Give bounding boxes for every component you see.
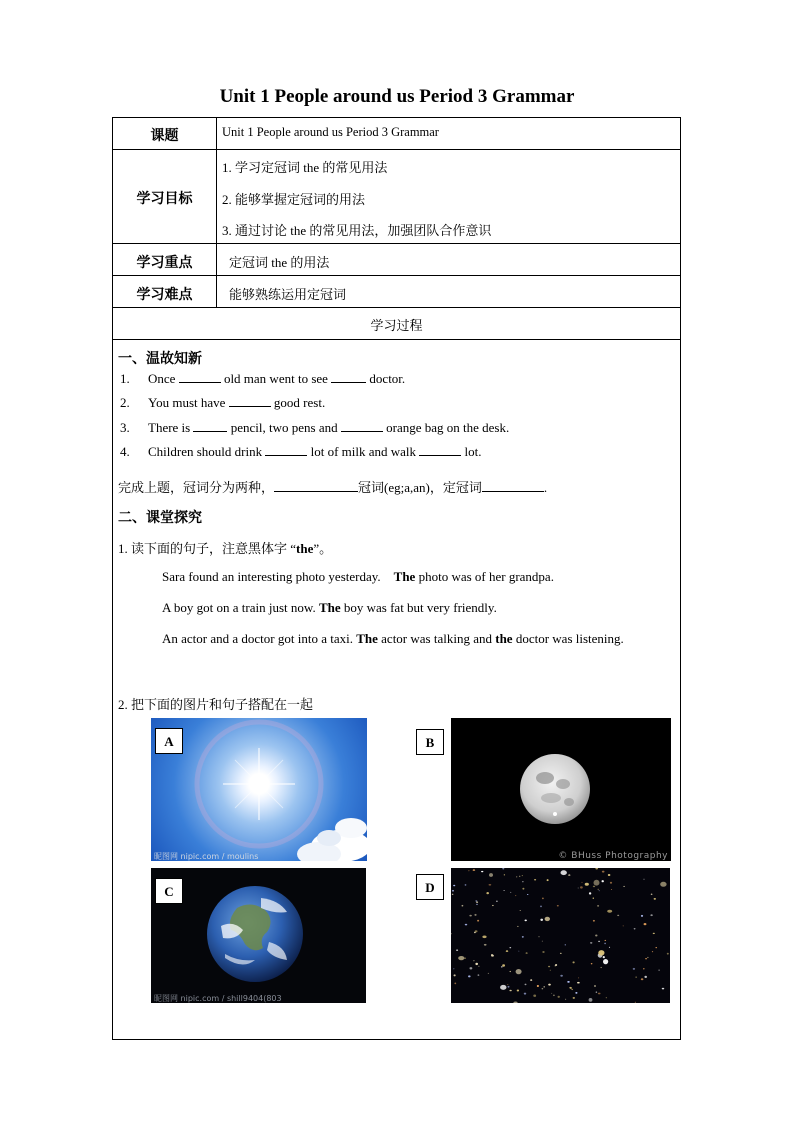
galaxy-dot bbox=[522, 936, 524, 937]
review-question-2 bbox=[148, 395, 325, 411]
galaxy-dot bbox=[542, 988, 544, 989]
galaxy-dot bbox=[647, 957, 648, 958]
galaxy-dot bbox=[591, 963, 593, 964]
item-number: 3. bbox=[120, 420, 130, 435]
galaxy-dot bbox=[650, 914, 652, 916]
galaxy-dot bbox=[475, 930, 478, 932]
galaxy-dot bbox=[633, 968, 635, 970]
galaxy-dot bbox=[509, 990, 511, 992]
galaxy-dot bbox=[465, 884, 467, 886]
galaxy-dot bbox=[486, 892, 489, 894]
galaxy-dot bbox=[516, 876, 517, 877]
galaxy-dot bbox=[513, 1002, 517, 1004]
galaxy-dot bbox=[478, 966, 479, 967]
galaxy-dot bbox=[609, 947, 610, 948]
process-label: 学习过程 bbox=[370, 318, 423, 333]
question-text: doctor. bbox=[369, 371, 406, 386]
galaxy-dot bbox=[510, 971, 511, 972]
galaxy-dot bbox=[643, 879, 644, 880]
galaxy-dot bbox=[452, 894, 454, 895]
galaxy-dot bbox=[547, 879, 549, 881]
bold-keyword: The bbox=[356, 631, 378, 646]
galaxy-dot bbox=[581, 882, 582, 883]
galaxy-dot bbox=[654, 898, 656, 900]
focus-label: 学习重点 bbox=[136, 256, 193, 271]
watermark: © BHuss Photography bbox=[558, 851, 668, 861]
sentence-text: A boy got on a train just now. bbox=[162, 600, 316, 615]
galaxy-dot bbox=[561, 870, 567, 875]
question-text: Children should drink bbox=[148, 444, 263, 459]
galaxy-dot bbox=[453, 885, 455, 887]
galaxy-dot bbox=[548, 966, 550, 968]
galaxy-dot bbox=[575, 992, 577, 994]
galaxy-dot bbox=[452, 890, 454, 892]
answer-blank[interactable] bbox=[482, 481, 544, 492]
bold-keyword: The bbox=[318, 600, 341, 615]
galaxy-dot bbox=[474, 914, 476, 916]
galaxy-dot bbox=[596, 992, 598, 993]
galaxy-dot bbox=[522, 875, 523, 876]
galaxy-dot bbox=[503, 890, 504, 891]
galaxy-dot bbox=[595, 868, 598, 870]
galaxy-dot bbox=[544, 986, 545, 987]
task-1 bbox=[118, 538, 332, 557]
column-divider bbox=[216, 117, 217, 307]
galaxy-dot bbox=[489, 884, 492, 886]
galaxy-dot bbox=[456, 950, 458, 951]
galaxy-dot bbox=[560, 953, 562, 954]
row-divider bbox=[112, 243, 681, 244]
question-text: pencil, two pens and bbox=[230, 420, 338, 435]
review-heading: 一、温故知新 bbox=[118, 352, 202, 367]
earth-image bbox=[151, 868, 366, 1003]
review-question-3 bbox=[148, 420, 509, 436]
row-divider bbox=[112, 149, 681, 150]
answer-blank[interactable] bbox=[274, 481, 358, 492]
galaxy-dot bbox=[484, 944, 487, 946]
galaxy-dot bbox=[636, 977, 637, 978]
galaxy-field-image bbox=[451, 868, 670, 1003]
question-text: There is bbox=[148, 420, 191, 435]
galaxy-dot bbox=[641, 978, 644, 980]
summary-text: . bbox=[543, 480, 548, 495]
sky-clouds-image bbox=[151, 718, 367, 861]
galaxy-dot bbox=[598, 993, 601, 995]
galaxy-dot bbox=[590, 942, 592, 943]
galaxy-dot bbox=[558, 996, 560, 998]
galaxy-dot bbox=[557, 905, 559, 906]
galaxy-dot bbox=[602, 871, 605, 873]
galaxy-dot bbox=[594, 880, 600, 886]
galaxy-dot bbox=[525, 984, 527, 986]
galaxy-dot bbox=[571, 989, 573, 990]
galaxy-dot bbox=[469, 915, 472, 917]
sentence-text: doctor was listening. bbox=[515, 631, 624, 646]
galaxy-dot bbox=[468, 975, 471, 977]
topic-label: 课题 bbox=[150, 129, 179, 144]
galaxy-dot bbox=[489, 873, 493, 877]
galaxy-dot bbox=[509, 947, 511, 948]
galaxy-dot bbox=[451, 933, 452, 934]
galaxy-dot bbox=[526, 952, 528, 953]
galaxy-dot bbox=[462, 905, 464, 907]
answer-blank[interactable] bbox=[341, 421, 383, 432]
galaxy-dot bbox=[578, 977, 579, 978]
galaxy-dot bbox=[573, 997, 575, 999]
galaxy-dot bbox=[453, 968, 454, 969]
galaxy-dot bbox=[515, 895, 516, 896]
galaxy-dot bbox=[653, 933, 655, 934]
galaxy-dot bbox=[606, 997, 607, 998]
picture-label-b: B bbox=[416, 729, 444, 755]
galaxy-dot bbox=[578, 888, 579, 889]
galaxy-dot bbox=[540, 906, 542, 908]
galaxy-dot bbox=[542, 941, 543, 942]
galaxy-dot bbox=[593, 898, 594, 899]
example-sentence-2 bbox=[162, 600, 497, 616]
sentence-text: Sara found an interesting photo yesterday. bbox=[162, 569, 381, 584]
galaxy-dot bbox=[585, 883, 589, 886]
galaxy-field-picture bbox=[451, 868, 670, 1003]
sun-picture bbox=[151, 718, 367, 861]
galaxy-dot bbox=[477, 920, 479, 922]
galaxy-dot bbox=[589, 998, 593, 1002]
galaxy-dot bbox=[667, 953, 669, 955]
task-2: 2. 把下面的图片和句子搭配在一起 bbox=[118, 697, 314, 712]
goal-item: 2. 能够掌握定冠词的用法 bbox=[222, 192, 366, 207]
question-text: old man went to see bbox=[223, 371, 328, 386]
item-number: 4. bbox=[120, 444, 130, 459]
review-summary bbox=[118, 477, 547, 496]
galaxy-dot bbox=[491, 955, 494, 957]
galaxy-dot bbox=[465, 924, 467, 926]
galaxy-dot bbox=[510, 892, 511, 893]
goal-item: 1. 学习定冠词 the 的常见用法 bbox=[222, 160, 388, 175]
galaxy-dot bbox=[516, 969, 522, 974]
galaxy-dot bbox=[573, 961, 575, 963]
answer-blank[interactable] bbox=[229, 396, 271, 407]
goal-item: 3. 通过讨论 the 的常见用法，加强团队合作意识 bbox=[222, 223, 492, 238]
earth-picture bbox=[151, 868, 366, 1003]
galaxy-dot bbox=[560, 975, 563, 977]
galaxy-dot bbox=[502, 964, 505, 966]
answer-blank[interactable] bbox=[265, 445, 307, 456]
question-text: lot. bbox=[464, 444, 482, 459]
galaxy-dot bbox=[545, 917, 550, 921]
galaxy-dot bbox=[641, 915, 643, 917]
galaxy-dot bbox=[644, 923, 647, 925]
galaxy-dot bbox=[600, 967, 602, 968]
galaxy-dot bbox=[470, 967, 473, 969]
question-text: orange bag on the desk. bbox=[386, 420, 510, 435]
galaxy-dot bbox=[602, 880, 604, 882]
answer-blank[interactable] bbox=[193, 421, 227, 432]
galaxy-dot bbox=[527, 894, 528, 895]
galaxy-dot bbox=[533, 995, 536, 997]
galaxy-dot bbox=[476, 901, 478, 903]
example-sentence-3 bbox=[162, 631, 624, 647]
galaxy-dot bbox=[473, 960, 475, 961]
galaxy-dot bbox=[607, 910, 612, 913]
galaxy-dot bbox=[617, 915, 619, 916]
galaxy-dot bbox=[502, 868, 504, 870]
galaxy-dot bbox=[454, 974, 456, 976]
galaxy-dot bbox=[534, 879, 536, 880]
galaxy-dot bbox=[652, 951, 653, 952]
galaxy-dot bbox=[597, 905, 599, 906]
galaxy-dot bbox=[568, 874, 570, 876]
question-text: You must have bbox=[148, 395, 226, 410]
row-divider bbox=[112, 275, 681, 276]
moon-picture bbox=[451, 718, 671, 861]
galaxy-dot bbox=[525, 920, 527, 922]
galaxy-dot bbox=[530, 979, 532, 981]
galaxy-dot bbox=[519, 876, 520, 877]
galaxy-dot bbox=[550, 970, 551, 971]
galaxy-dot bbox=[468, 870, 469, 871]
galaxy-dot bbox=[476, 904, 477, 905]
question-text: good rest. bbox=[273, 395, 326, 410]
galaxy-dot bbox=[538, 936, 539, 937]
galaxy-dot bbox=[598, 889, 599, 890]
galaxy-dot bbox=[610, 882, 612, 884]
summary-text: 冠词(eg;a,an)，定冠词 bbox=[358, 480, 482, 495]
bold-keyword: The bbox=[393, 569, 416, 584]
answer-blank[interactable] bbox=[179, 372, 221, 383]
galaxy-dot bbox=[542, 951, 544, 953]
moon-image bbox=[451, 718, 671, 861]
galaxy-dot bbox=[577, 982, 580, 984]
task-text: ”。 bbox=[313, 541, 333, 556]
galaxy-dot bbox=[608, 874, 611, 876]
galaxy-dot bbox=[548, 984, 551, 986]
galaxy-dot bbox=[593, 920, 595, 922]
galaxy-dot bbox=[603, 959, 608, 964]
galaxy-dot bbox=[565, 999, 566, 1000]
galaxy-dot bbox=[500, 985, 506, 990]
galaxy-dot bbox=[537, 985, 539, 987]
watermark: 昵图网 nipic.com / moulins bbox=[154, 852, 259, 861]
galaxy-dot bbox=[651, 894, 653, 895]
picture-label-c: C bbox=[155, 878, 183, 904]
galaxy-dot bbox=[522, 888, 524, 890]
galaxy-dot bbox=[567, 981, 570, 983]
explore-heading: 二、课堂探究 bbox=[118, 511, 202, 526]
review-question-4 bbox=[148, 444, 482, 460]
galaxy-dot bbox=[553, 995, 555, 997]
galaxy-dot bbox=[643, 968, 645, 969]
bold-keyword: the bbox=[495, 631, 513, 646]
galaxy-dot bbox=[611, 889, 612, 890]
difficulty-label: 学习难点 bbox=[136, 288, 193, 303]
galaxy-dot bbox=[569, 987, 571, 989]
galaxy-dot bbox=[580, 886, 583, 888]
galaxy-dot bbox=[662, 988, 664, 990]
sentence-text: boy was fat but very friendly. bbox=[343, 600, 497, 615]
galaxy-dot bbox=[604, 943, 606, 945]
galaxy-dot bbox=[522, 881, 523, 882]
galaxy-dot bbox=[520, 910, 521, 911]
picture-label-d: D bbox=[416, 874, 444, 900]
answer-blank[interactable] bbox=[331, 372, 366, 383]
row-divider bbox=[112, 339, 681, 340]
galaxy-dot bbox=[488, 973, 489, 974]
sentence-text: An actor and a doctor got into a taxi. bbox=[162, 631, 353, 646]
row-divider bbox=[112, 307, 681, 308]
galaxy-dot bbox=[464, 958, 466, 959]
galaxy-dot bbox=[517, 990, 519, 992]
task-text: 1. 读下面的句子，注意黑体字 “ bbox=[118, 541, 297, 556]
galaxy-dot bbox=[496, 901, 498, 902]
galaxy-dot bbox=[645, 958, 647, 959]
topic-value: Unit 1 People around us Period 3 Grammar bbox=[222, 125, 439, 139]
galaxy-dot bbox=[504, 874, 505, 875]
galaxy-dot bbox=[595, 935, 597, 937]
focus-value: 定冠词 the 的用法 bbox=[229, 255, 330, 270]
galaxy-dot bbox=[506, 950, 508, 952]
galaxy-dot bbox=[518, 951, 519, 952]
picture-label-a: A bbox=[155, 728, 183, 754]
galaxy-dot bbox=[542, 898, 544, 900]
galaxy-dot bbox=[475, 963, 478, 965]
item-number: 1. bbox=[120, 371, 130, 386]
galaxy-dot bbox=[593, 886, 595, 888]
galaxy-dot bbox=[481, 871, 483, 872]
galaxy-dot bbox=[551, 993, 552, 994]
difficulty-value: 能够熟练运用定冠词 bbox=[229, 287, 347, 302]
galaxy-dot bbox=[598, 941, 600, 942]
galaxy-dot bbox=[555, 964, 557, 966]
document-title: Unit 1 People around us Period 3 Grammar bbox=[219, 86, 575, 107]
example-sentence-1 bbox=[162, 569, 554, 585]
galaxy-dot bbox=[623, 886, 625, 887]
question-text: Once bbox=[148, 371, 176, 386]
galaxy-dot bbox=[635, 1002, 636, 1003]
galaxy-dot bbox=[660, 882, 666, 887]
galaxy-dot bbox=[594, 985, 596, 986]
galaxy-dot bbox=[605, 940, 607, 941]
question-text: lot of milk and walk bbox=[310, 444, 417, 459]
goals-label: 学习目标 bbox=[136, 192, 193, 207]
galaxy-dot bbox=[482, 936, 486, 939]
sentence-text: actor was talking and bbox=[381, 631, 492, 646]
answer-blank[interactable] bbox=[419, 445, 461, 456]
galaxy-dot bbox=[473, 869, 475, 871]
review-question-1 bbox=[148, 371, 405, 387]
galaxy-dot bbox=[517, 926, 518, 927]
galaxy-dot bbox=[603, 956, 605, 958]
galaxy-dot bbox=[478, 974, 480, 976]
galaxy-dot bbox=[589, 892, 591, 894]
summary-text: 完成上题，冠词分为两种， bbox=[118, 480, 275, 495]
galaxy-dot bbox=[540, 919, 543, 921]
galaxy-dot bbox=[598, 950, 604, 955]
galaxy-dot bbox=[656, 947, 657, 948]
galaxy-dot bbox=[565, 944, 566, 945]
item-number: 2. bbox=[120, 395, 130, 410]
galaxy-dot bbox=[599, 890, 600, 891]
sentence-text: photo was of her grandpa. bbox=[418, 569, 554, 584]
galaxy-dot bbox=[524, 993, 526, 995]
galaxy-dot bbox=[658, 970, 660, 971]
galaxy-dot bbox=[644, 976, 647, 978]
galaxy-dot bbox=[501, 966, 503, 967]
galaxy-dot bbox=[458, 956, 464, 960]
watermark: 昵图网 nipic.com / shill9404(803 bbox=[154, 994, 282, 1003]
galaxy-dot bbox=[623, 925, 624, 926]
galaxy-dot bbox=[508, 986, 510, 988]
galaxy-dot bbox=[507, 984, 508, 985]
galaxy-dot bbox=[634, 928, 636, 929]
bold-keyword: the bbox=[296, 541, 314, 556]
galaxy-dot bbox=[492, 905, 493, 906]
galaxy-dot bbox=[454, 983, 456, 985]
